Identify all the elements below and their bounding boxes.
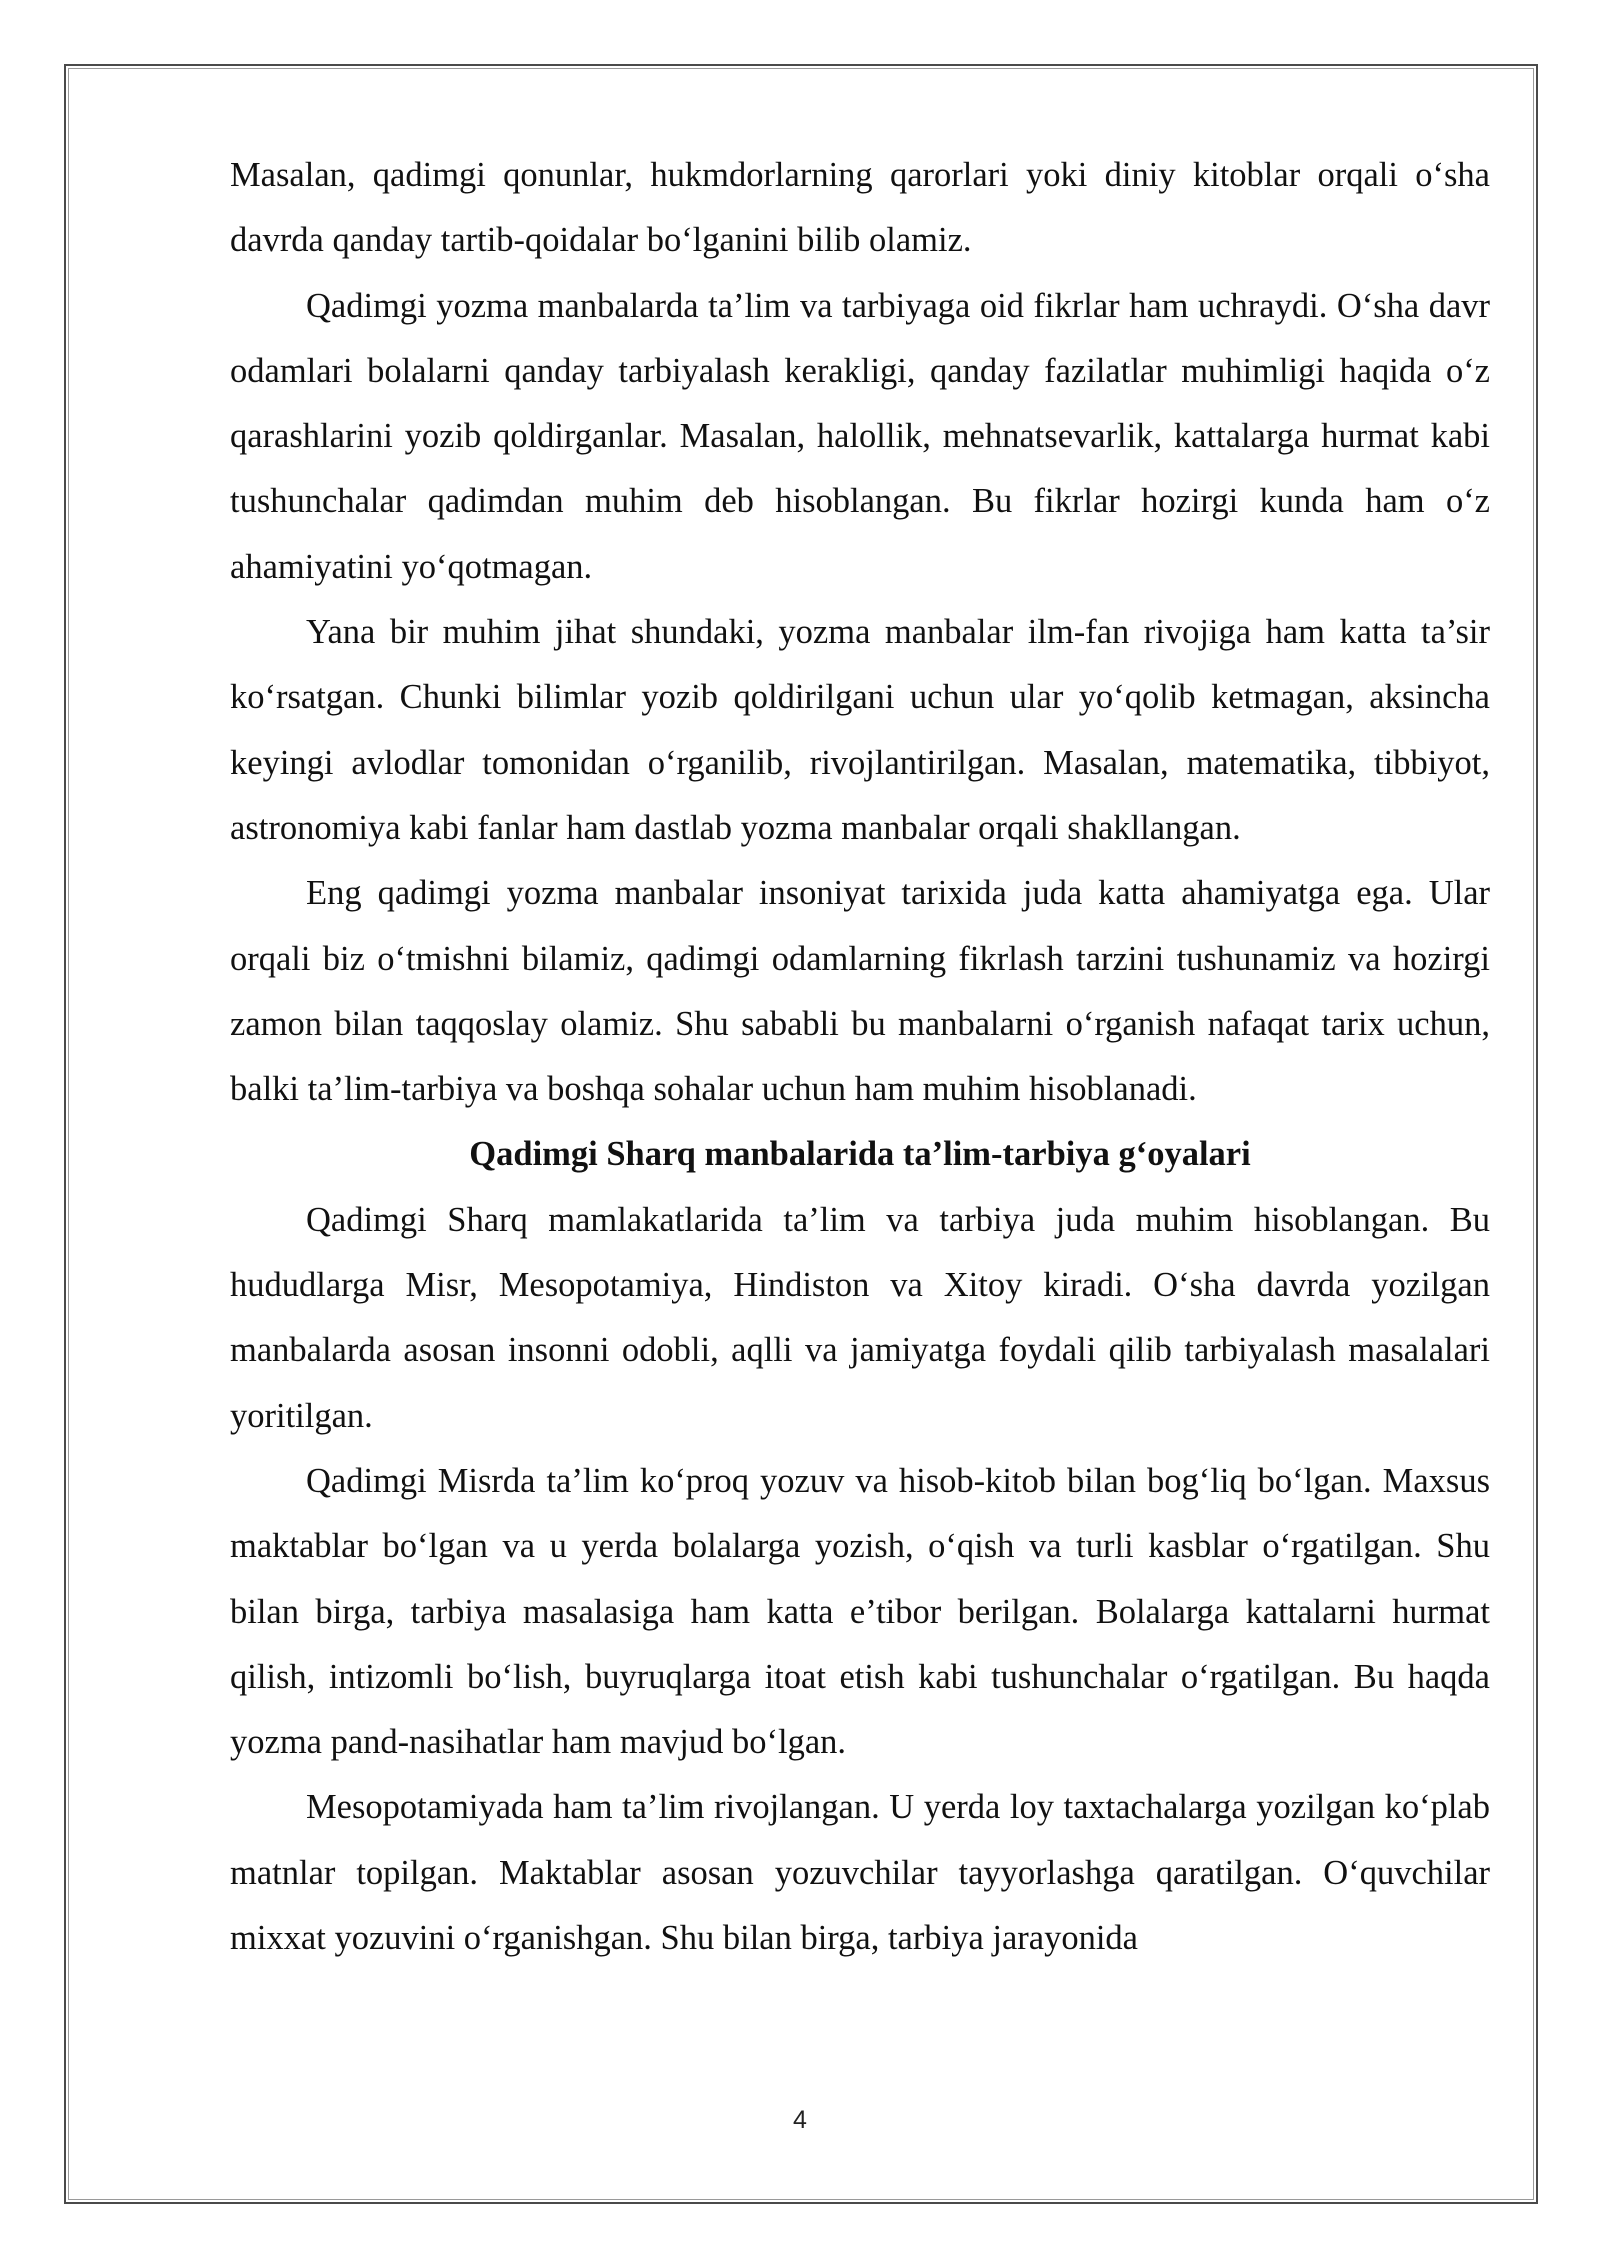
paragraph-4: Eng qadimgi yozma manbalar insoniyat tarixida juda katta ahamiyatga ega. Ular orqali biz o‘tmishni bilamiz, qadimgi odamlarning fikrlash tarzini tushunamiz va hozirgi zamon bilan taqqoslay olamiz. Shu sababli bu manbalarni o‘rganish nafaqat tarix uchun, balki ta’lim-tarbiya va boshqa sohalar uchun ham muhim hisoblanadi. xyxy=(230,874,1490,1109)
paragraph-5: Qadimgi Sharq mamlakatlarida ta’lim va tarbiya juda muhim hisoblangan. Bu hududlarga Misr, Mesopotamiya, Hindiston va Xitoy kiradi. O‘sha davrda yozilgan manbalarda asosan insonni odobli, aqlli va jamiyatga foydali qilib tarbiyalash masalalari yoritilgan. xyxy=(230,1200,1490,1435)
paragraph-1: Masalan, qadimgi qonunlar, hukmdorlarning qarorlari yoki diniy kitoblar orqali o‘sha davrda qanday tartib-qoidalar bo‘lganini bilib olamiz. xyxy=(230,156,1490,260)
page-number: 4 xyxy=(793,2106,807,2134)
paragraph-7: Mesopotamiyada ham ta’lim rivojlangan. U yerda loy taxtachalarga yozilgan ko‘plab matnlar topilgan. Maktablar asosan yozuvchilar tayyorlashga qaratilgan. O‘quvchilar mixxat yozuvini o‘rganishgan. Shu bilan birga, tarbiya jarayonida xyxy=(230,1788,1490,1958)
paragraph-6: Qadimgi Misrda ta’lim ko‘proq yozuv va hisob-kitob bilan bog‘liq bo‘lgan. Maxsus maktablar bo‘lgan va u yerda bolalarga yozish, o‘qish va turli kasblar o‘rgatilgan. Shu bilan birga, tarbiya masalasiga ham katta e’tibor berilgan. Bolalarga kattalarni hurmat qilish, intizomli bo‘lish, buyruqlarga itoat etish kabi tushunchalar o‘rgatilgan. Bu haqda yozma pand-nasihatlar ham mavjud bo‘lgan. xyxy=(230,1461,1490,1762)
section-heading: Qadimgi Sharq manbalarida ta’lim-tarbiya g‘oyalari xyxy=(469,1135,1251,1174)
paragraph-3: Yana bir muhim jihat shundaki, yozma manbalar ilm-fan rivojiga ham katta ta’sir ko‘rsatgan. Chunki bilimlar yozib qoldirilgani uchun ular yo‘qolib ketmagan, aksincha keyingi avlodlar tomonidan o‘rganilib, rivojlantirilgan. Masalan, matematika, tibbiyot, astronomiya kabi fanlar ham dastlab yozma manbalar orqali shakllangan. xyxy=(230,613,1490,847)
document-body xyxy=(230,143,1490,1971)
paragraph-2: Qadimgi yozma manbalarda ta’lim va tarbiyaga oid fikrlar ham uchraydi. O‘sha davr odamlari bolalarni qanday tarbiyalash kerakligi, qanday fazilatlar muhimligi haqida o‘z qarashlarini yozib qoldirganlar. Masalan, halollik, mehnatsevarlik, kattalarga hurmat kabi tushunchalar qadimdan muhim deb hisoblangan. Bu fikrlar hozirgi kunda ham o‘z ahamiyatini yo‘qotmagan. xyxy=(230,286,1490,586)
